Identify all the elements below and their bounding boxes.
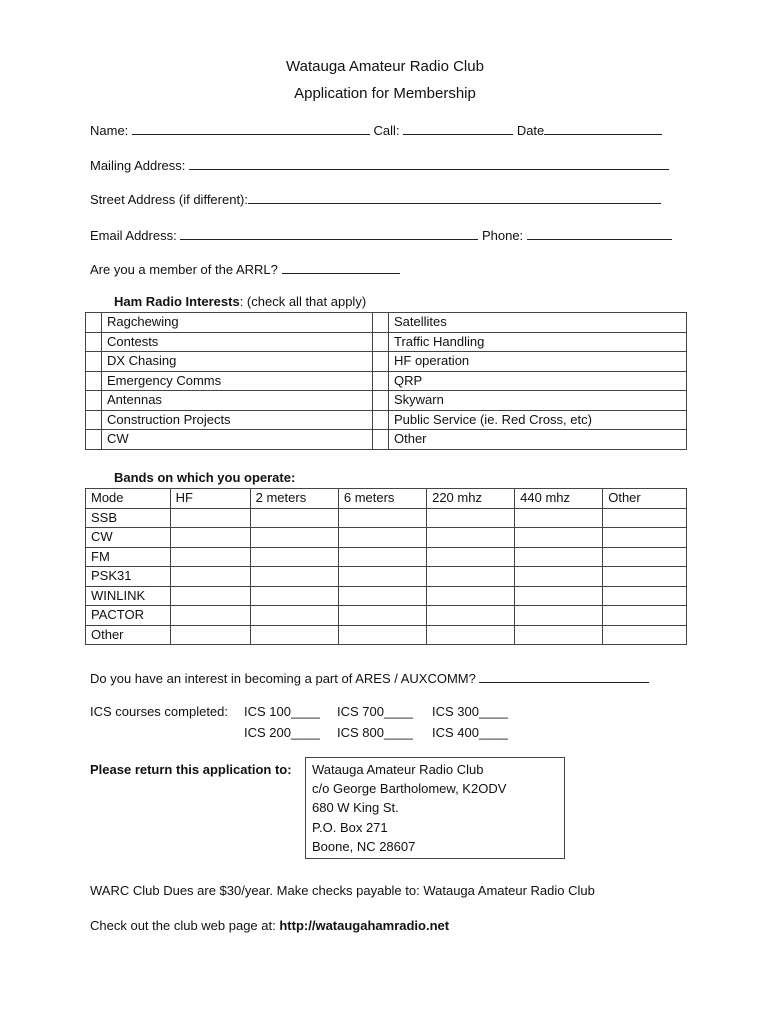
call-label: Call: (373, 123, 400, 138)
name-label: Name: (90, 123, 129, 138)
band-cell[interactable] (338, 547, 426, 567)
interest-label: HF operation (389, 352, 687, 372)
interest-label: Antennas (102, 391, 373, 411)
mode-label: SSB (86, 508, 171, 528)
bands-column-header: Other (603, 489, 687, 509)
interest-checkbox[interactable] (373, 371, 389, 391)
email-row (90, 226, 672, 244)
ics-100[interactable]: ICS 100____ (244, 704, 320, 719)
bands-column-header: 440 mhz (515, 489, 603, 509)
interest-checkbox[interactable] (86, 391, 102, 411)
mode-label: FM (86, 547, 171, 567)
band-cell[interactable] (603, 528, 687, 548)
interest-label: Other (389, 430, 687, 450)
bands-row (86, 586, 687, 606)
web-link[interactable]: http://wataugahamradio.net (279, 918, 450, 933)
interest-checkbox[interactable] (373, 410, 389, 430)
bands-row (86, 547, 687, 567)
date-label: Date (516, 123, 545, 138)
interest-label: DX Chasing (102, 352, 373, 372)
ares-row (90, 669, 649, 687)
band-cell[interactable] (170, 625, 250, 645)
ics-label: ICS courses completed: (90, 704, 229, 719)
interest-row (86, 391, 687, 411)
band-cell[interactable] (515, 625, 603, 645)
band-cell[interactable] (250, 547, 338, 567)
band-cell[interactable] (515, 606, 603, 626)
band-cell[interactable] (338, 586, 426, 606)
band-cell[interactable] (603, 606, 687, 626)
interests-heading (114, 294, 366, 309)
interest-row (86, 332, 687, 352)
ics-800[interactable]: ICS 800____ (337, 725, 413, 740)
bands-column-header: 6 meters (338, 489, 426, 509)
interest-checkbox[interactable] (86, 332, 102, 352)
band-cell[interactable] (603, 586, 687, 606)
band-cell[interactable] (427, 586, 515, 606)
name-row (90, 121, 662, 139)
interest-checkbox[interactable] (86, 410, 102, 430)
band-cell[interactable] (250, 606, 338, 626)
ics-700[interactable]: ICS 700____ (337, 704, 413, 719)
address-line: P.O. Box 271 (312, 819, 388, 835)
bands-row (86, 567, 687, 587)
interest-label: Emergency Comms (102, 371, 373, 391)
phone-label: Phone: (481, 228, 524, 243)
band-cell[interactable] (603, 547, 687, 567)
interest-checkbox[interactable] (86, 313, 102, 333)
mailing-address-input[interactable] (189, 156, 669, 170)
band-cell[interactable] (170, 508, 250, 528)
band-cell[interactable] (515, 528, 603, 548)
interest-checkbox[interactable] (373, 430, 389, 450)
band-cell[interactable] (250, 567, 338, 587)
interest-row (86, 352, 687, 372)
band-cell[interactable] (338, 528, 426, 548)
interest-label: Satellites (389, 313, 687, 333)
return-label (90, 762, 292, 777)
band-cell[interactable] (250, 586, 338, 606)
band-cell[interactable] (170, 528, 250, 548)
name-input[interactable] (132, 121, 370, 135)
arrl-row (90, 260, 400, 278)
interest-label: Traffic Handling (389, 332, 687, 352)
band-cell[interactable] (515, 547, 603, 567)
web-row (90, 918, 449, 933)
ics-200[interactable]: ICS 200____ (244, 725, 320, 740)
interest-checkbox[interactable] (373, 391, 389, 411)
bands-table (85, 488, 687, 645)
interest-row (86, 430, 687, 450)
ics-400[interactable]: ICS 400____ (432, 725, 508, 740)
band-cell[interactable] (170, 547, 250, 567)
address-line: 680 W King St. (312, 800, 399, 816)
band-cell[interactable] (427, 547, 515, 567)
interest-label: Skywarn (389, 391, 687, 411)
email-input[interactable] (180, 226, 478, 240)
arrl-label: Are you a member of the ARRL? (90, 262, 278, 277)
bands-row (86, 508, 687, 528)
interest-row (86, 371, 687, 391)
interests-heading-bold: Ham Radio Interests (114, 294, 240, 309)
mode-label: PACTOR (86, 606, 171, 626)
band-cell[interactable] (170, 606, 250, 626)
bands-row (86, 528, 687, 548)
interests-table (85, 312, 687, 450)
date-input[interactable] (544, 121, 662, 135)
bands-heading (114, 470, 295, 485)
bands-column-header: 2 meters (250, 489, 338, 509)
band-cell[interactable] (338, 625, 426, 645)
ics-300[interactable]: ICS 300____ (432, 704, 508, 719)
mailing-address-label: Mailing Address: (90, 158, 186, 173)
street-address-label: Street Address (if different): (90, 192, 248, 207)
band-cell[interactable] (427, 528, 515, 548)
ares-input[interactable] (479, 669, 649, 683)
interest-checkbox[interactable] (373, 352, 389, 372)
bands-row (86, 606, 687, 626)
band-cell[interactable] (427, 625, 515, 645)
band-cell[interactable] (338, 567, 426, 587)
interest-label: CW (102, 430, 373, 450)
bands-column-header: HF (170, 489, 250, 509)
return-address-box (305, 757, 565, 859)
interest-label: Public Service (ie. Red Cross, etc) (389, 410, 687, 430)
band-cell[interactable] (603, 508, 687, 528)
bands-column-header: Mode (86, 489, 171, 509)
band-cell[interactable] (427, 508, 515, 528)
interest-label: QRP (389, 371, 687, 391)
band-cell[interactable] (603, 567, 687, 587)
band-cell[interactable] (338, 606, 426, 626)
form-title: Watauga Amateur Radio Club (286, 58, 484, 75)
mailing-row (90, 156, 669, 174)
interest-label: Ragchewing (102, 313, 373, 333)
mode-label: CW (86, 528, 171, 548)
band-cell[interactable] (515, 586, 603, 606)
bands-row (86, 625, 687, 645)
return-label-text: Please return this application to: (90, 762, 292, 777)
mode-label: WINLINK (86, 586, 171, 606)
interest-checkbox[interactable] (373, 332, 389, 352)
band-cell[interactable] (427, 567, 515, 587)
call-input[interactable] (403, 121, 513, 135)
web-label: Check out the club web page at: (90, 918, 276, 933)
interest-label: Construction Projects (102, 410, 373, 430)
band-cell[interactable] (427, 606, 515, 626)
band-cell[interactable] (515, 508, 603, 528)
interest-checkbox[interactable] (86, 352, 102, 372)
dues-text: WARC Club Dues are $30/year. Make checks payable to: Watauga Amateur Radio Club (90, 883, 595, 898)
street-address-input[interactable] (248, 190, 661, 204)
form-subtitle: Application for Membership (294, 85, 476, 102)
phone-input[interactable] (527, 226, 672, 240)
bands-column-header: 220 mhz (427, 489, 515, 509)
arrl-input[interactable] (282, 260, 400, 274)
interests-heading-note: : (check all that apply) (239, 294, 367, 309)
band-cell[interactable] (170, 586, 250, 606)
interest-row (86, 410, 687, 430)
band-cell[interactable] (250, 508, 338, 528)
street-row (90, 190, 661, 208)
interest-checkbox[interactable] (86, 371, 102, 391)
mode-label: Other (86, 625, 171, 645)
email-label: Email Address: (90, 228, 177, 243)
interest-label: Contests (102, 332, 373, 352)
mode-label: PSK31 (86, 567, 171, 587)
band-cell[interactable] (515, 567, 603, 587)
address-line: Boone, NC 28607 (312, 838, 416, 854)
interest-row (86, 313, 687, 333)
band-cell[interactable] (170, 567, 250, 587)
band-cell[interactable] (250, 625, 338, 645)
bands-heading-text: Bands on which you operate: (114, 470, 296, 485)
ares-question: Do you have an interest in becoming a part of ARES / AUXCOMM? (90, 671, 476, 686)
band-cell[interactable] (603, 625, 687, 645)
address-line: Watauga Amateur Radio Club (312, 762, 484, 777)
interest-checkbox[interactable] (373, 313, 389, 333)
interest-checkbox[interactable] (86, 430, 102, 450)
band-cell[interactable] (250, 528, 338, 548)
address-line: c/o George Bartholomew, K2ODV (312, 781, 507, 797)
band-cell[interactable] (338, 508, 426, 528)
